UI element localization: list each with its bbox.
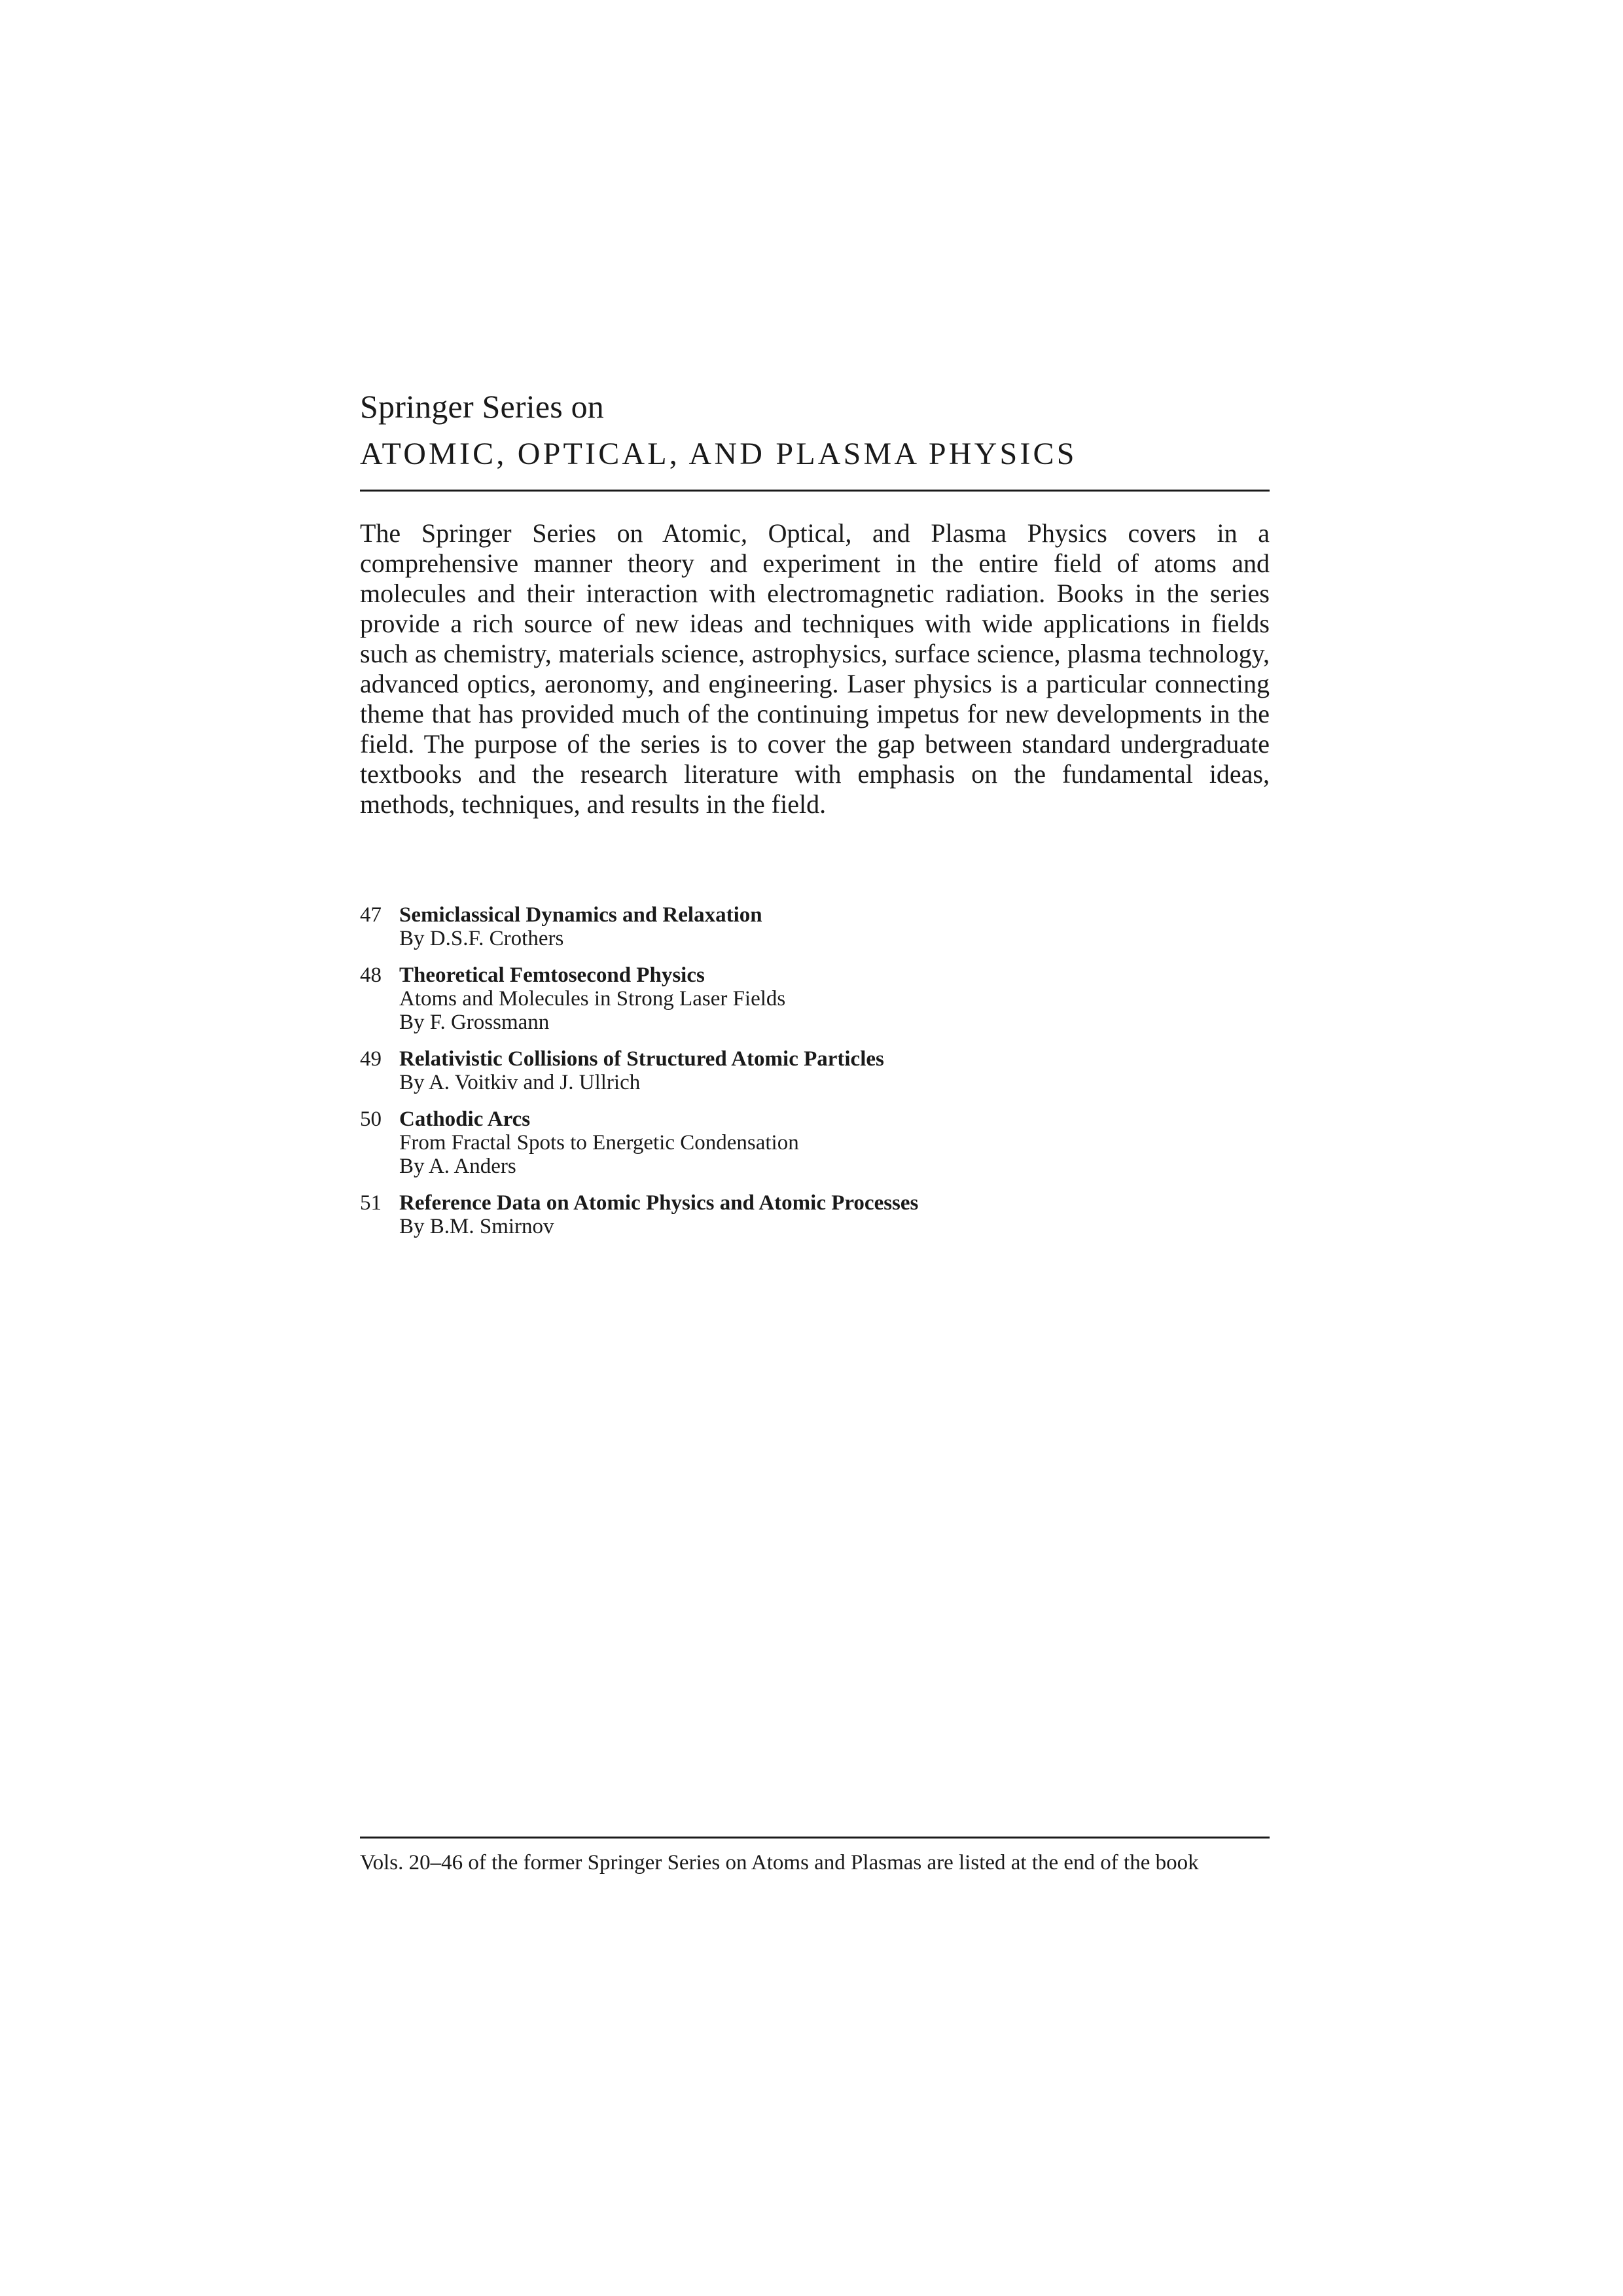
volume-title: Semiclassical Dynamics and Relaxation [399, 903, 762, 927]
volume-item [360, 1191, 1270, 1238]
volume-author: By F. Grossmann [399, 1011, 550, 1034]
volume-title: Relativistic Collisions of Structured Atomic Particles [399, 1047, 884, 1071]
volume-number: 47 [360, 903, 382, 927]
volume-number: 50 [360, 1107, 382, 1131]
volume-list [360, 903, 1270, 1251]
volume-subtitle: From Fractal Spots to Energetic Condensation [399, 1131, 799, 1155]
series-label: Springer Series on [360, 388, 604, 425]
volume-author: By A. Anders [399, 1155, 516, 1178]
volume-item [360, 1047, 1270, 1094]
volume-author: By D.S.F. Crothers [399, 927, 564, 950]
description-paragraph: The Springer Series on Atomic, Optical, and Plasma Physics covers in a comprehensive manner theory and experiment in the entire field of atoms and molecules and their interaction with electromagnetic radiation. Books in the series provide a rich source of new ideas and techniques with wide applications in fields such as chemistry, materials science, astrophysics, surface science, plasma technology, advanced optics, aeronomy, and engineering. Laser physics is a particular connecting theme that has provided much of the continuing impetus for new developments in the field. The purpose of the series is to cover the gap between standard undergraduate textbooks and the research literature with emphasis on the fundamental ideas, methods, techniques, and results in the field. [360, 518, 1270, 819]
volume-item [360, 903, 1270, 950]
footer-divider [360, 1837, 1270, 1839]
volume-subtitle: Atoms and Molecules in Strong Laser Fields [399, 987, 786, 1011]
volume-number: 51 [360, 1191, 382, 1215]
volume-item [360, 963, 1270, 1034]
volume-item [360, 1107, 1270, 1178]
footer-note: Vols. 20–46 of the former Springer Series on Atoms and Plasmas are listed at the end of the book [360, 1851, 1199, 1874]
series-description [360, 518, 1270, 819]
volume-number: 48 [360, 963, 382, 987]
volume-number: 49 [360, 1047, 382, 1071]
header-divider [360, 490, 1270, 492]
volume-author: By A. Voitkiv and J. Ullrich [399, 1071, 641, 1094]
volume-author: By B.M. Smirnov [399, 1215, 554, 1238]
series-title: ATOMIC, OPTICAL, AND PLASMA PHYSICS [360, 437, 1077, 471]
volume-title: Theoretical Femtosecond Physics [399, 963, 705, 987]
volume-title: Reference Data on Atomic Physics and Atomic Processes [399, 1191, 919, 1215]
volume-title: Cathodic Arcs [399, 1107, 531, 1131]
